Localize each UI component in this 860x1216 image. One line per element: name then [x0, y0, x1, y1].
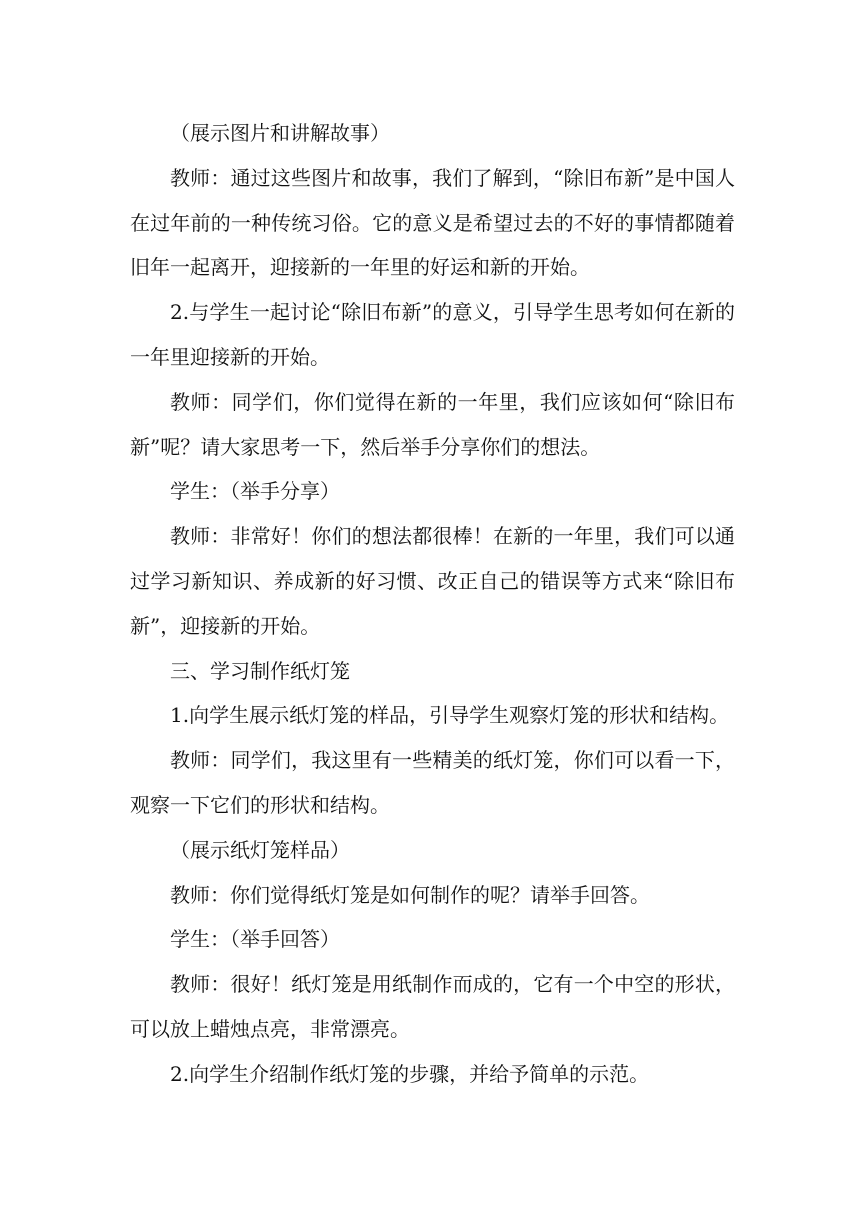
section-heading-lantern: 三、学习制作纸灯笼: [170, 658, 350, 683]
paragraph-step-2-discussion: 2.与学生一起讨论“除旧布新”的意义，引导学生思考如何在新的一年里迎接新的开始。: [130, 300, 735, 369]
paragraph-step-1-show-lantern: 1.向学生展示纸灯笼的样品，引导学生观察灯笼的形状和结构。: [170, 703, 730, 728]
document-body: [130, 111, 735, 1097]
paragraph-teacher-explains-custom: 教师：通过这些图片和故事，我们了解到，“除旧布新”是中国人在过年前的一种传统习俗。它的意义是希望过去的不好的事情都随着旧年一起离开，迎接新的一年里的好运和新的开始。: [130, 165, 735, 280]
paragraph-teacher-asks: 教师：同学们，你们觉得在新的一年里，我们应该如何“除旧布新”呢？请大家思考一下，然后举手分享你们的想法。: [130, 389, 735, 459]
paragraph-teacher-explains-lantern: 教师：很好！纸灯笼是用纸制作而成的，它有一个中空的形状，可以放上蜡烛点亮，非常漂亮。: [130, 972, 735, 1041]
paragraph-teacher-question: 教师：你们觉得纸灯笼是如何制作的呢？请举手回答。: [170, 882, 650, 907]
paragraph-step-2-demo: 2.向学生介绍制作纸灯笼的步骤，并给予简单的示范。: [170, 1061, 650, 1086]
paragraph-teacher-praise: 教师：非常好！你们的想法都很棒！在新的一年里，我们可以通过学习新知识、养成新的好习惯、改正自己的错误等方式来“除旧布新”，迎接新的开始。: [130, 524, 735, 638]
paragraph-student-answer: 学生：（举手回答）: [170, 927, 340, 952]
paragraph-stage-note-pictures: （展示图片和讲解故事）: [170, 121, 390, 145]
paragraph-teacher-introduces-lantern: 教师：同学们，我这里有一些精美的纸灯笼，你们可以看一下，观察一下它们的形状和结构。: [130, 748, 735, 817]
paragraph-stage-note-lantern: （展示纸灯笼样品）: [170, 837, 350, 862]
paragraph-student-share: 学生：（举手分享）: [170, 479, 340, 504]
